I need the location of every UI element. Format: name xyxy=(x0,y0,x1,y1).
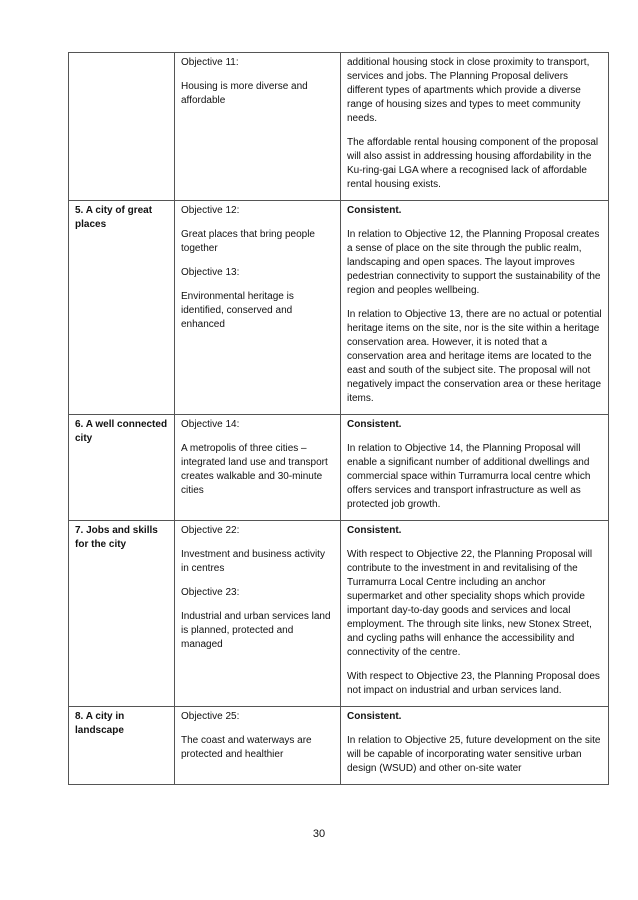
assessment-cell xyxy=(341,707,609,785)
table-row xyxy=(69,53,609,201)
objective-text: Industrial and urban services land is planned, protected and managed xyxy=(181,611,331,650)
objective-number: Objective 22: xyxy=(181,525,240,536)
objective-number: Objective 14: xyxy=(181,419,240,430)
assessment-cell xyxy=(341,53,609,201)
objective-cell xyxy=(175,53,341,201)
objective-cell xyxy=(175,707,341,785)
consistency-status: Consistent. xyxy=(347,419,402,430)
objective-text: Housing is more diverse and affordable xyxy=(181,81,308,106)
table-row xyxy=(69,521,609,707)
objective-number: Objective 25: xyxy=(181,711,240,722)
theme-cell: 8. A city in landscape xyxy=(69,707,175,785)
objective-text: The coast and waterways are protected and healthier xyxy=(181,735,312,760)
assessment-cell xyxy=(341,201,609,415)
objective-text: Great places that bring people together xyxy=(181,229,315,254)
assessment-paragraph: In relation to Objective 12, the Planning Proposal creates a sense of place on the site through the public realm, landscaping and open spaces. The layout improves pedestrian connectivity to support the sustainability of the region and peoples wellbeing. xyxy=(347,229,601,296)
assessment-cell xyxy=(341,521,609,707)
objective-cell xyxy=(175,201,341,415)
objective-number: Objective 13: xyxy=(181,267,240,278)
consistency-status: Consistent. xyxy=(347,711,402,722)
plan-consistency-table xyxy=(68,52,609,785)
consistency-status: Consistent. xyxy=(347,525,402,536)
objective-number: Objective 23: xyxy=(181,587,240,598)
theme-cell: 6. A well connected city xyxy=(69,415,175,521)
assessment-paragraph: In relation to Objective 25, future development on the site will be capable of incorporating water sensitive urban design (WSUD) and other on-site water xyxy=(347,735,601,774)
table-row xyxy=(69,415,609,521)
assessment-cell xyxy=(341,415,609,521)
consistency-status: Consistent. xyxy=(347,205,402,216)
theme-cell: 5. A city of great places xyxy=(69,201,175,415)
objective-number: Objective 12: xyxy=(181,205,240,216)
assessment-paragraph: With respect to Objective 22, the Planning Proposal will contribute to the investment in and revitalising of the Turramurra Local Centre including an anchor supermarket and other speciality shops which provide important day-to-day goods and services and local employment. The through site links, new Stonex Street, and cycling paths will enhance the accessibility and connectivity of the centre. xyxy=(347,549,593,658)
objective-text: A metropolis of three cities – integrated land use and transport creates walkable and 30-minute cities xyxy=(181,443,328,496)
assessment-paragraph: In relation to Objective 13, there are no actual or potential heritage items on the site, nor is the site within a heritage conservation area. However, it is noted that a conservation area and heritage items are located to the east and south of the subject site. The proposal will not negatively impact the conservation area or these heritage items. xyxy=(347,309,602,404)
objective-text: Investment and business activity in centres xyxy=(181,549,325,574)
table-row xyxy=(69,707,609,785)
assessment-paragraph: With respect to Objective 23, the Planning Proposal does not impact on industrial and urban services land. xyxy=(347,671,600,696)
objective-cell xyxy=(175,415,341,521)
page-number: 30 xyxy=(312,828,326,840)
theme-cell xyxy=(69,53,175,201)
theme-cell: 7. Jobs and skills for the city xyxy=(69,521,175,707)
objective-cell xyxy=(175,521,341,707)
assessment-paragraph: The affordable rental housing component of the proposal will also assist in addressing housing affordability in the Ku-ring-gai LGA where a recognised lack of affordable rental housing exists. xyxy=(347,137,599,190)
assessment-paragraph: additional housing stock in close proximity to transport, services and jobs. The Planning Proposal delivers different types of apartments which provide a diverse range of housing sizes and types to meet community needs. xyxy=(347,57,590,124)
objective-number: Objective 11: xyxy=(181,57,239,68)
table-row xyxy=(69,201,609,415)
objective-text: Environmental heritage is identified, conserved and enhanced xyxy=(181,291,294,330)
assessment-paragraph: In relation to Objective 14, the Planning Proposal will enable a significant number of additional dwellings and commercial space within Turramurra local centre which offers services and transport infrastructure as well as protected job growth. xyxy=(347,443,591,510)
